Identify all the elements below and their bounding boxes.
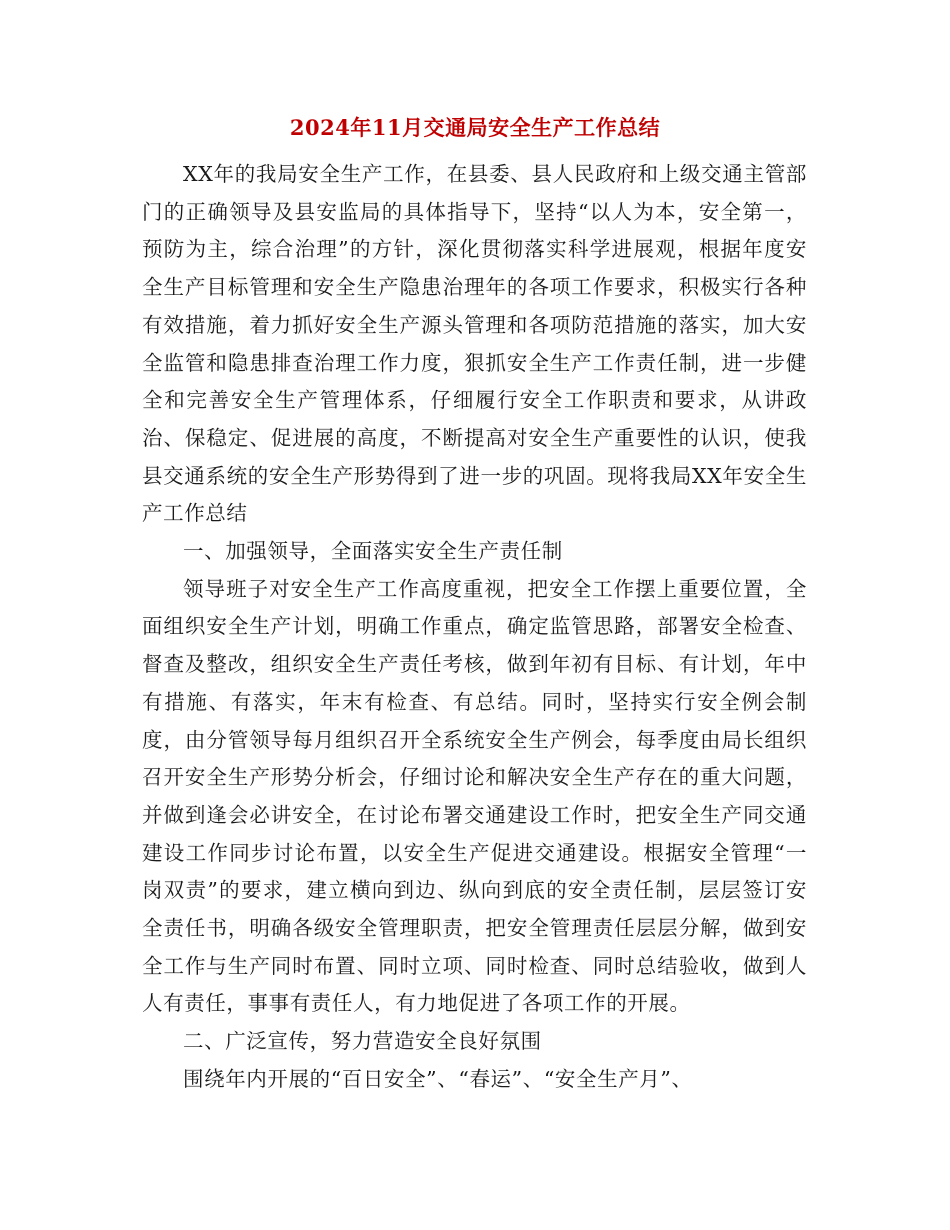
section-1-heading: 一、加强领导，全面落实安全生产责任制 [183, 539, 563, 564]
intro-paragraph: XX年的我局安全生产工作，在县委、县人民政府和上级交通主管部门的正确领导及县安监局的具体指导下，坚持“以人为本，安全第一，预防为主，综合治理”的方针，深化贯彻落实科学进展观，根据年度安全生产目标管理和安全生产隐患治理年的各项工作要求，积极实行各种有效措施，着力抓好安全生产源头管理和各项防范措施的落实，加大安全监管和隐患排查治理工作力度，狠抓安全生产工作责任制，进一步健全和完善安全生产管理体系，仔细履行安全工作职责和要求，从讲政治、保稳定、促进展的高度，不断提高对安全生产重要性的认识，使我县交通系统的安全生产形势得到了进一步的巩固。现将我局XX年安全生产工作总结 [142, 162, 807, 526]
document-title: 2024年11月交通局安全生产工作总结 [289, 115, 661, 140]
document-body [142, 156, 807, 1099]
section-2-paragraph: 围绕年内开展的“百日安全”、“春运”、“安全生产月”、 [183, 1066, 693, 1091]
section-2-heading: 二、广泛宣传，努力营造安全良好氛围 [183, 1029, 542, 1054]
section-1-paragraph: 领导班子对安全生产工作高度重视，把安全工作摆上重要位置，全面组织安全生产计划，明确工作重点，确定监管思路，部署安全检查、督查及整改，组织安全生产责任考核，做到年初有目标、有计划，年中有措施、有落实，年末有检查、有总结。同时，坚持实行安全例会制度，由分管领导每月组织召开全系统安全生产例会，每季度由局长组织召开安全生产形势分析会，仔细讨论和解决安全生产存在的重大问题，并做到逢会必讲安全，在讨论布署交通建设工作时，把安全生产同交通建设工作同步讨论布置，以安全生产促进交通建设。根据安全管理“一岗双责”的要求，建立横向到边、纵向到底的安全责任制，层层签订安全责任书，明确各级安全管理职责，把安全管理责任层层分解，做到安全工作与生产同时布置、同时立项、同时检查、同时总结验收，做到人人有责任，事事有责任人，有力地促进了各项工作的开展。 [142, 576, 807, 1016]
